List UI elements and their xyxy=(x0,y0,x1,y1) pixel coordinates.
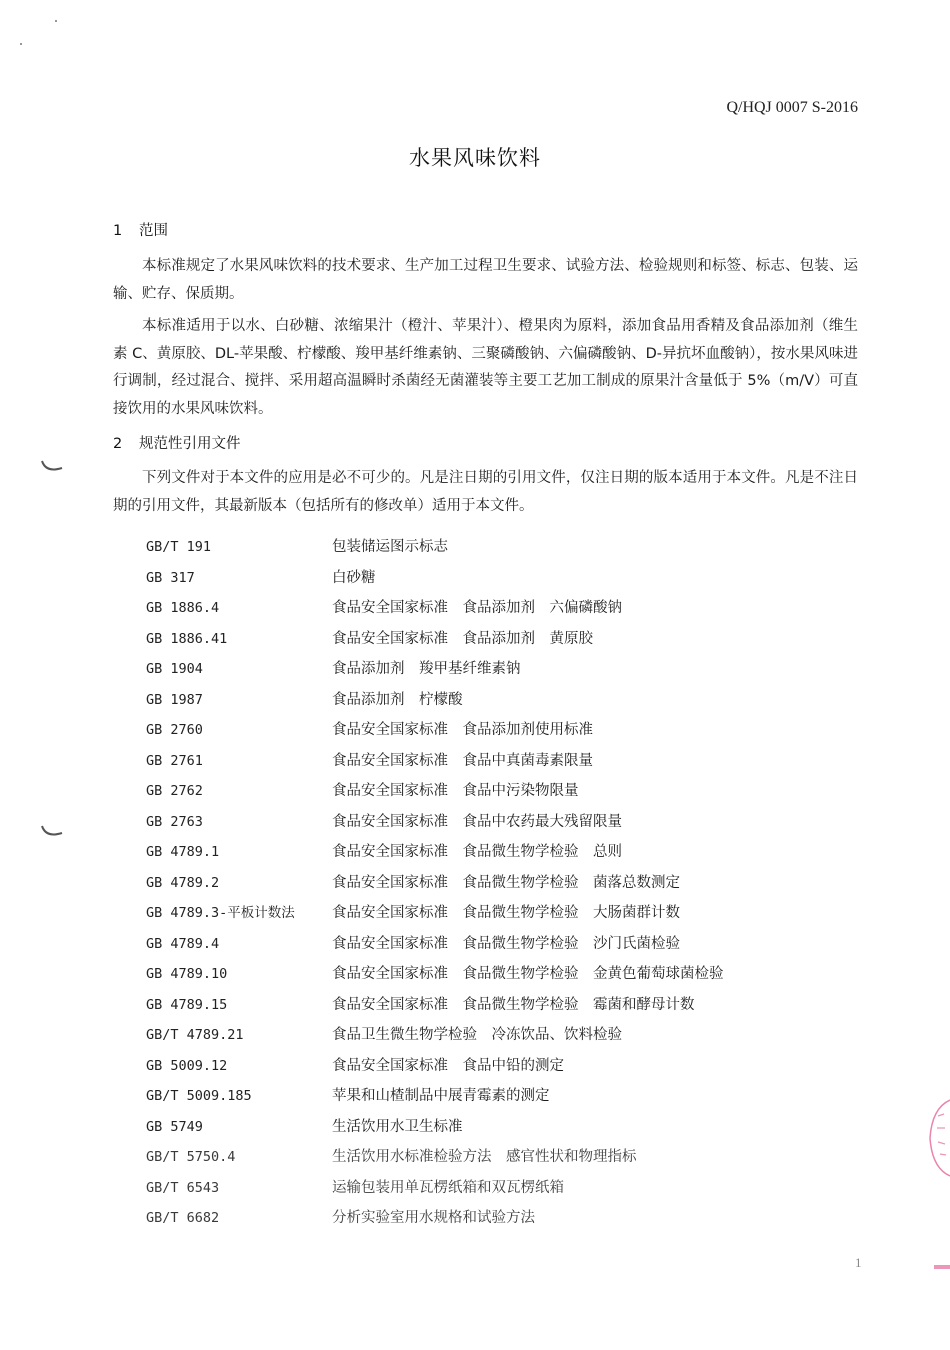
reference-name: 食品添加剂 柠檬酸 xyxy=(332,691,463,708)
reference-code: GB 1886.4 xyxy=(146,600,220,616)
standard-code: Q/HQJ 0007 S-2016 xyxy=(726,99,858,116)
reference-name: 分析实验室用水规格和试验方法 xyxy=(332,1210,535,1226)
section-title: 范围 xyxy=(139,223,168,239)
reference-name: 生活饮用水卫生标准 xyxy=(332,1118,463,1135)
reference-name: 食品安全国家标准 食品微生物学检验 沙门氏菌检验 xyxy=(332,935,680,952)
reference-code: GB 4789.1 xyxy=(146,844,220,860)
reference-row xyxy=(146,1203,846,1234)
reference-name: 生活饮用水标准检验方法 感官性状和物理指标 xyxy=(332,1149,637,1165)
reference-row xyxy=(146,746,846,777)
stamp-edge-mark xyxy=(934,1265,950,1269)
section-heading-normative-references xyxy=(113,432,241,453)
reference-code: GB 1904 xyxy=(146,661,203,677)
reference-code: GB 2763 xyxy=(146,813,203,830)
reference-row xyxy=(146,990,846,1021)
reference-code: GB 2760 xyxy=(146,722,203,738)
reference-name: 食品安全国家标准 食品微生物学检验 总则 xyxy=(332,844,622,860)
section-heading-scope xyxy=(113,219,168,240)
reference-name: 食品卫生微生物学检验 冷冻饮品、饮料检验 xyxy=(332,1027,622,1043)
reference-code: GB/T 6543 xyxy=(146,1179,220,1196)
reference-name: 食品安全国家标准 食品添加剂使用标准 xyxy=(332,722,593,738)
reference-row xyxy=(146,776,846,807)
reference-row xyxy=(146,1173,846,1204)
reference-code: GB 1886.41 xyxy=(146,630,228,647)
reference-row xyxy=(146,1112,846,1143)
reference-code: GB/T 191 xyxy=(146,539,212,555)
punch-hole-mark xyxy=(40,823,64,839)
reference-list xyxy=(146,532,846,1234)
reference-name: 食品安全国家标准 食品添加剂 六偏磷酸钠 xyxy=(332,600,622,616)
reference-row xyxy=(146,807,846,838)
reference-code: GB 4789.3-平板计数法 xyxy=(146,905,295,921)
reference-name: 食品安全国家标准 食品中污染物限量 xyxy=(332,783,579,799)
scope-paragraph: 本标准适用于以水、白砂糖、浓缩果汁（橙汁、苹果汁）、橙果肉为原料，添加食品用香精及食品添加剂（维生素 C、黄原胶、DL-苹果酸、柠檬酸、羧甲基纤维素钠、三聚磷酸钠、六偏磷酸钠、D-异抗坏血酸钠），按水果风味进行调制，经过混合、搅拌、采用超高温瞬时杀菌经无菌灌装等主要工艺加工制成的原果汁含量低于 5%（m/V）可直接饮用的水果风味饮料。 xyxy=(113,318,858,417)
reference-name: 食品添加剂 羧甲基纤维素钠 xyxy=(332,661,521,677)
reference-code: GB 5009.12 xyxy=(146,1057,228,1074)
scope-paragraph: 本标准规定了水果风味饮料的技术要求、生产加工过程卫生要求、试验方法、检验规则和标签、标志、包装、运输、贮存、保质期。 xyxy=(113,258,858,302)
reference-row xyxy=(146,868,846,899)
reference-row xyxy=(146,654,846,685)
reference-row xyxy=(146,1081,846,1112)
reference-row xyxy=(146,685,846,716)
references-intro-paragraph: 下列文件对于本文件的应用是必不可少的。凡是注日期的引用文件，仅注日期的版本适用于本文件。凡是不注日期的引用文件，其最新版本（包括所有的修改单）适用于本文件。 xyxy=(113,470,858,514)
reference-row xyxy=(146,837,846,868)
reference-code: GB 2762 xyxy=(146,783,203,799)
reference-name: 苹果和山楂制品中展青霉素的测定 xyxy=(332,1088,550,1104)
reference-code: GB 317 xyxy=(146,569,195,586)
section-number: 1 xyxy=(113,223,123,239)
reference-code: GB 5749 xyxy=(146,1118,203,1135)
section-title: 规范性引用文件 xyxy=(139,436,241,452)
scan-speck xyxy=(20,43,22,45)
reference-row xyxy=(146,563,846,594)
reference-name: 食品安全国家标准 食品微生物学检验 菌落总数测定 xyxy=(332,874,680,891)
punch-hole-mark xyxy=(40,458,64,474)
reference-row xyxy=(146,898,846,929)
reference-name: 食品安全国家标准 食品中真菌毒素限量 xyxy=(332,752,593,769)
reference-row xyxy=(146,715,846,746)
reference-name: 运输包装用单瓦楞纸箱和双瓦楞纸箱 xyxy=(332,1179,564,1196)
reference-row xyxy=(146,593,846,624)
reference-row xyxy=(146,1142,846,1173)
reference-code: GB 4789.15 xyxy=(146,996,228,1013)
section-number: 2 xyxy=(113,436,123,452)
reference-row xyxy=(146,1020,846,1051)
reference-code: GB/T 6682 xyxy=(146,1210,220,1226)
reference-name: 食品安全国家标准 食品微生物学检验 金黄色葡萄球菌检验 xyxy=(332,966,724,982)
reference-code: GB 4789.10 xyxy=(146,966,228,982)
reference-code: GB 2761 xyxy=(146,752,203,769)
reference-code: GB/T 5750.4 xyxy=(146,1149,236,1165)
reference-code: GB 1987 xyxy=(146,691,203,708)
seal-stamp-partial xyxy=(928,1098,950,1178)
reference-code: GB 4789.2 xyxy=(146,874,220,891)
page-number: 1 xyxy=(855,1255,862,1270)
reference-row xyxy=(146,929,846,960)
reference-code: GB/T 5009.185 xyxy=(146,1088,252,1104)
reference-name: 食品安全国家标准 食品中铅的测定 xyxy=(332,1057,564,1074)
reference-code: GB 4789.4 xyxy=(146,935,220,952)
reference-name: 包装储运图示标志 xyxy=(332,539,448,555)
reference-name: 食品安全国家标准 食品中农药最大残留限量 xyxy=(332,813,622,830)
scan-speck xyxy=(55,20,57,22)
reference-row xyxy=(146,1051,846,1082)
reference-name: 食品安全国家标准 食品微生物学检验 霉菌和酵母计数 xyxy=(332,996,695,1013)
document-title: 水果风味饮料 xyxy=(409,146,541,170)
reference-code: GB/T 4789.21 xyxy=(146,1027,244,1043)
reference-name: 食品安全国家标准 食品添加剂 黄原胶 xyxy=(332,630,593,647)
reference-row xyxy=(146,959,846,990)
reference-name: 白砂糖 xyxy=(332,569,376,586)
reference-row xyxy=(146,624,846,655)
reference-name: 食品安全国家标准 食品微生物学检验 大肠菌群计数 xyxy=(332,905,680,921)
reference-row xyxy=(146,532,846,563)
